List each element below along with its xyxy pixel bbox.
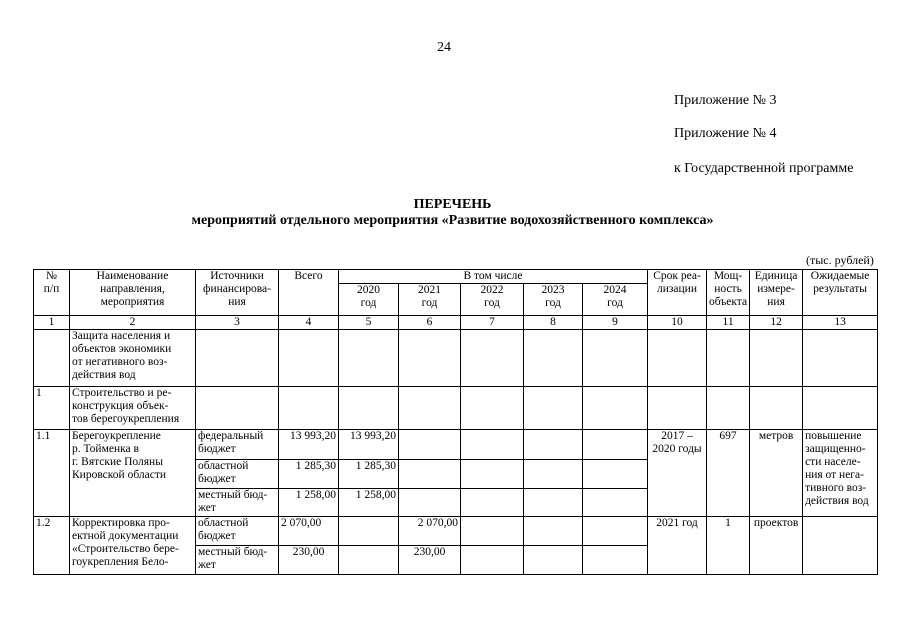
- header-total: Всего: [279, 270, 339, 316]
- item-name: Корректировка про- ектной документации «Строительство бере- гоукрепления Бело-: [70, 517, 196, 575]
- appendix-line-3: к Государственной программе: [674, 161, 854, 176]
- source-cell: областной бюджет: [196, 517, 279, 546]
- col-number: 3: [196, 316, 279, 330]
- term-cell: 2017 – 2020 годы: [648, 430, 707, 517]
- appendix-line-2: Приложение № 4: [674, 126, 777, 141]
- header-source: Источники финансирова- ния: [196, 270, 279, 316]
- unit-cell: метров: [750, 430, 803, 517]
- header-unit: Единица измере- ния: [750, 270, 803, 316]
- measures-table: [33, 269, 878, 575]
- capacity-cell: 1: [707, 517, 750, 575]
- source-cell: областной бюджет: [196, 460, 279, 489]
- capacity-cell: 697: [707, 430, 750, 517]
- header-2022: 2022 год: [461, 284, 524, 316]
- col-number: 8: [524, 316, 583, 330]
- col-number: 13: [803, 316, 878, 330]
- col-number: 10: [648, 316, 707, 330]
- col-number: 4: [279, 316, 339, 330]
- year-2020-cell: 1 285,30: [339, 460, 399, 489]
- table-row: [34, 517, 878, 546]
- unit-cell: проектов: [750, 517, 803, 575]
- units-label: (тыс. рублей): [806, 253, 874, 267]
- col-number: 7: [461, 316, 524, 330]
- column-numbers-row: [34, 316, 878, 330]
- section-title: Защита населения и объектов экономики от негативного воз- действия вод: [70, 330, 196, 387]
- year-2020-cell: 1 258,00: [339, 489, 399, 517]
- document-title: ПЕРЕЧЕНЬ: [413, 197, 492, 212]
- appendix-line-1: Приложение № 3: [674, 93, 777, 108]
- col-number: 1: [34, 316, 70, 330]
- item-number: 1.2: [34, 517, 70, 575]
- year-2021-cell: 2 070,00: [399, 517, 461, 546]
- table-row: [34, 430, 878, 460]
- total-cell: 1 285,30: [279, 460, 339, 489]
- source-cell: местный бюд- жет: [196, 546, 279, 575]
- total-cell: 13 993,20: [279, 430, 339, 460]
- col-number: 9: [583, 316, 648, 330]
- total-cell: 1 258,00: [279, 489, 339, 517]
- col-number: 11: [707, 316, 750, 330]
- year-2020-cell: 13 993,20: [339, 430, 399, 460]
- col-number: 6: [399, 316, 461, 330]
- table-row: [34, 387, 878, 430]
- header-capacity: Мощ- ность объекта: [707, 270, 750, 316]
- item-name: Строительство и ре- конструкция объек- тов берегоукрепления: [70, 387, 196, 430]
- results-cell: повышение защищенно- сти населе- ния от нега- тивного воз- действия вод: [803, 430, 878, 517]
- source-cell: федеральный бюджет: [196, 430, 279, 460]
- year-2021-cell: 230,00: [399, 546, 461, 575]
- term-cell: 2021 год: [648, 517, 707, 575]
- section-row: [34, 330, 878, 387]
- header-results: Ожидаемые результаты: [803, 270, 878, 316]
- item-name: Берегоукрепление р. Тойменка в г. Вятские Поляны Кировской области: [70, 430, 196, 517]
- header-name: Наименование направления, мероприятия: [70, 270, 196, 316]
- header-including: В том числе: [339, 270, 648, 284]
- col-number: 5: [339, 316, 399, 330]
- col-number: 2: [70, 316, 196, 330]
- item-number: 1: [34, 387, 70, 430]
- header-term: Срок реа- лизации: [648, 270, 707, 316]
- col-number: 12: [750, 316, 803, 330]
- document-subtitle: мероприятий отдельного мероприятия «Развитие водохозяйственного комплекса»: [191, 213, 714, 228]
- source-cell: местный бюд- жет: [196, 489, 279, 517]
- header-2024: 2024 год: [583, 284, 648, 316]
- header-2021: 2021 год: [399, 284, 461, 316]
- item-number: 1.1: [34, 430, 70, 517]
- header-2023: 2023 год: [524, 284, 583, 316]
- header-num: № п/п: [34, 270, 70, 316]
- header-2020: 2020 год: [339, 284, 399, 316]
- page-number: 24: [437, 40, 451, 55]
- total-cell: 230,00: [279, 546, 339, 575]
- total-cell: 2 070,00: [279, 517, 339, 546]
